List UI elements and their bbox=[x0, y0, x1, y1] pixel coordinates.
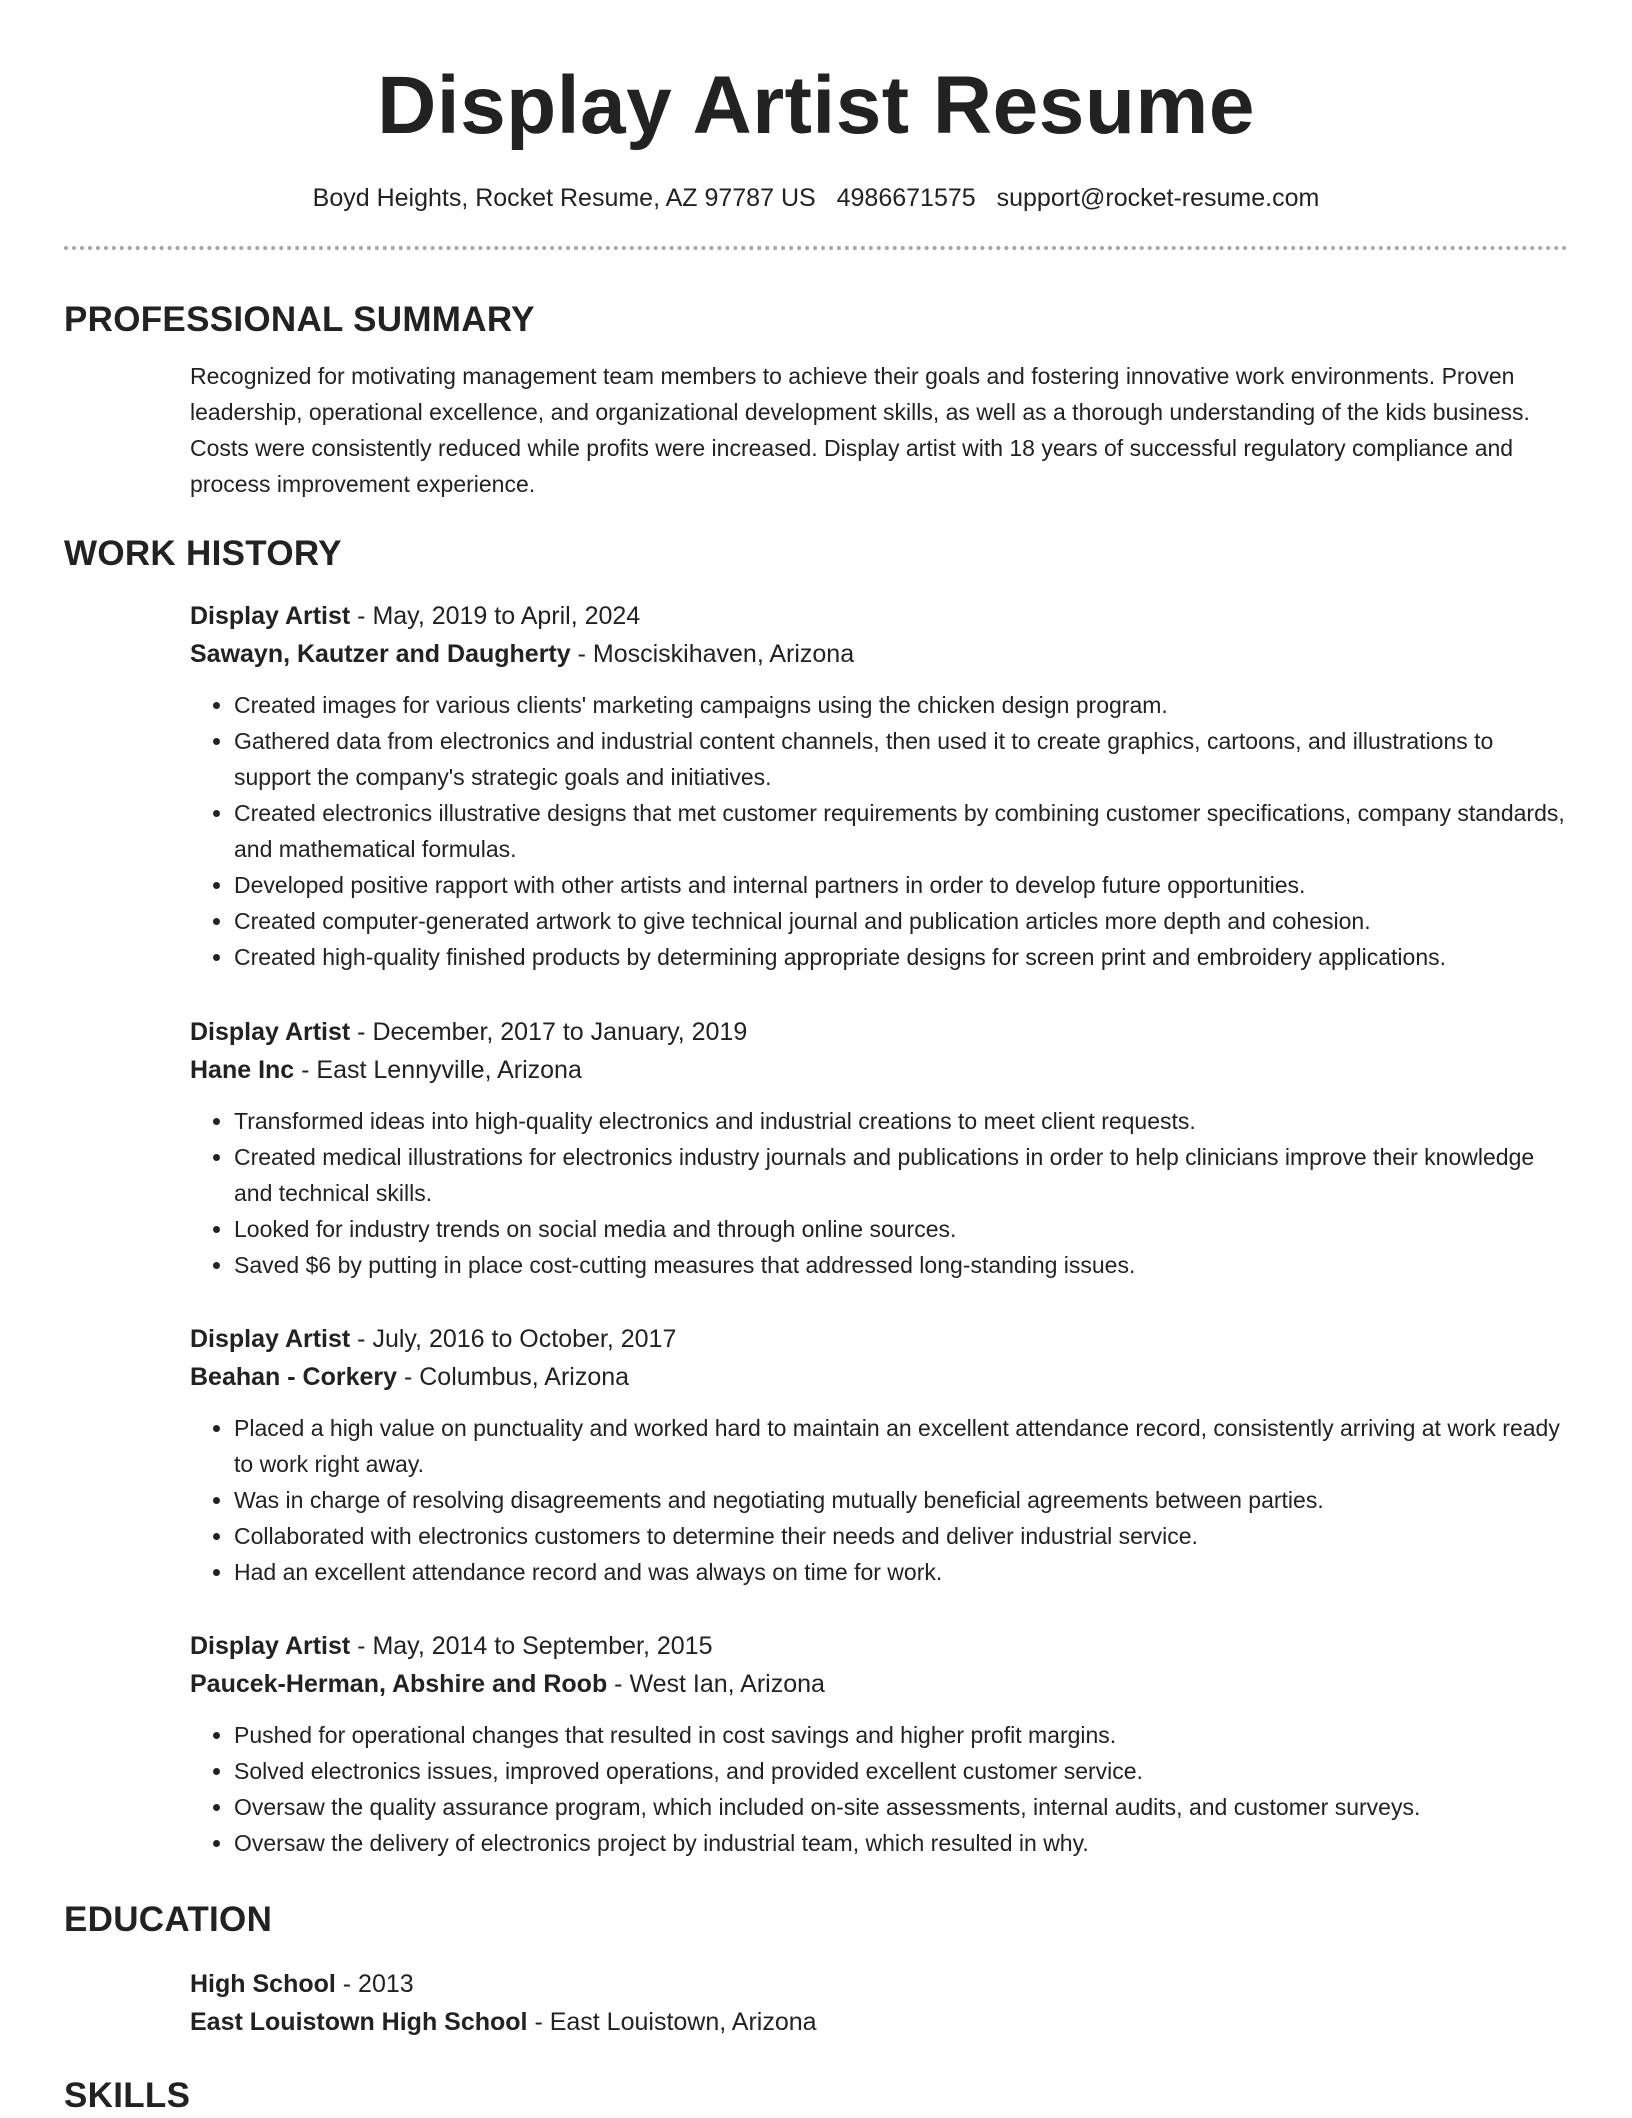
job-company-line bbox=[190, 635, 1568, 673]
education-degree: High School bbox=[190, 1970, 336, 1998]
contact-address: Boyd Heights, Rocket Resume, AZ 97787 US bbox=[312, 184, 816, 212]
job-dates: - May, 2019 to April, 2024 bbox=[350, 602, 641, 630]
skills-section bbox=[64, 2074, 1568, 2118]
job-bullet: • Created electronics illustrative designs that met customer requirements by combining customer specifications, company standards, and mathematical formulas. bbox=[234, 795, 1568, 867]
job-company: Sawayn, Kautzer and Daugherty bbox=[190, 640, 571, 668]
job-company-line bbox=[190, 1051, 1568, 1089]
education-school-line bbox=[190, 2003, 1568, 2041]
job-company-line bbox=[190, 1665, 1568, 1703]
job-bullet: • Gathered data from electronics and industrial content channels, then used it to create graphics, cartoons, and illustrations to support the company's strategic goals and initiatives. bbox=[234, 723, 1568, 795]
job-bullet: • Created computer-generated artwork to give technical journal and publication articles more depth and cohesion. bbox=[234, 903, 1568, 939]
summary-heading: PROFESSIONAL SUMMARY bbox=[64, 300, 535, 339]
job-location: - Columbus, Arizona bbox=[397, 1363, 630, 1391]
job-dates: - July, 2016 to October, 2017 bbox=[350, 1325, 677, 1353]
job-bullets bbox=[190, 1103, 1568, 1283]
job-role-line bbox=[190, 597, 1568, 635]
job-role: Display Artist bbox=[190, 602, 351, 630]
job-role: Display Artist bbox=[190, 1325, 351, 1353]
job-bullet: • Solved electronics issues, improved operations, and provided excellent customer service. bbox=[234, 1753, 1568, 1789]
job-company-line bbox=[190, 1358, 1568, 1396]
education-degree-line bbox=[190, 1965, 1568, 2003]
education-section bbox=[64, 1898, 1568, 1942]
contact-phone: 4986671575 bbox=[836, 184, 976, 212]
job-role-line bbox=[190, 1013, 1568, 1051]
summary-text: Recognized for motivating management team members to achieve their goals and fostering innovative work environments. Proven leadership, operational excellence, and organizational development skills, as well as a thorough understanding of the kids business. Costs were consistently reduced while profits were increased. Display artist with 18 years of successful regulatory compliance and process improvement experience. bbox=[190, 363, 1530, 497]
job-bullet: • Created medical illustrations for electronics industry journals and publications in order to help clinicians improve their knowledge and technical skills. bbox=[234, 1139, 1568, 1211]
job-role-line bbox=[190, 1627, 1568, 1665]
contact-line bbox=[64, 180, 1568, 216]
job-dates: - December, 2017 to January, 2019 bbox=[350, 1018, 748, 1046]
job-location: - East Lennyville, Arizona bbox=[294, 1056, 582, 1084]
job-role-line bbox=[190, 1320, 1568, 1358]
job-bullets bbox=[190, 1410, 1568, 1590]
job-bullet: • Had an excellent attendance record and was always on time for work. bbox=[234, 1554, 1568, 1590]
job-dates: - May, 2014 to September, 2015 bbox=[350, 1632, 713, 1660]
job-entry bbox=[190, 1013, 1568, 1283]
job-entry bbox=[190, 1627, 1568, 1861]
job-bullet: • Oversaw the delivery of electronics project by industrial team, which resulted in why. bbox=[234, 1825, 1568, 1861]
education-heading: EDUCATION bbox=[64, 1900, 273, 1939]
job-company: Paucek-Herman, Abshire and Roob bbox=[190, 1670, 608, 1698]
education-school: East Louistown High School bbox=[190, 2008, 528, 2036]
job-role: Display Artist bbox=[190, 1018, 351, 1046]
job-bullet: • Was in charge of resolving disagreements and negotiating mutually beneficial agreements between parties. bbox=[234, 1482, 1568, 1518]
job-location: - Mosciskihaven, Arizona bbox=[570, 640, 855, 668]
resume-title: Display Artist Resume bbox=[377, 60, 1255, 151]
job-bullets bbox=[190, 1717, 1568, 1861]
job-entry bbox=[190, 1320, 1568, 1590]
skills-heading: SKILLS bbox=[64, 2076, 191, 2115]
job-bullet: • Developed positive rapport with other artists and internal partners in order to develop future opportunities. bbox=[234, 867, 1568, 903]
job-bullets bbox=[190, 687, 1568, 975]
job-role: Display Artist bbox=[190, 1632, 351, 1660]
work-history-section bbox=[64, 532, 1568, 576]
contact-email: support@rocket-resume.com bbox=[996, 184, 1320, 212]
job-bullet: • Pushed for operational changes that resulted in cost savings and higher profit margins. bbox=[234, 1717, 1568, 1753]
job-entry bbox=[190, 597, 1568, 975]
job-bullet: • Collaborated with electronics customers to determine their needs and deliver industrial service. bbox=[234, 1518, 1568, 1554]
education-entry bbox=[190, 1965, 1568, 2041]
education-location: - East Louistown, Arizona bbox=[527, 2008, 817, 2036]
summary-section bbox=[64, 298, 1568, 502]
job-bullet: • Created images for various clients' marketing campaigns using the chicken design program. bbox=[234, 687, 1568, 723]
header-divider bbox=[64, 246, 1568, 250]
job-company: Beahan - Corkery bbox=[190, 1363, 398, 1391]
job-bullet: • Saved $6 by putting in place cost-cutting measures that addressed long-standing issues. bbox=[234, 1247, 1568, 1283]
job-bullet: • Looked for industry trends on social media and through online sources. bbox=[234, 1211, 1568, 1247]
job-location: - West Ian, Arizona bbox=[607, 1670, 825, 1698]
work-history-heading: WORK HISTORY bbox=[64, 534, 342, 573]
job-company: Hane Inc bbox=[190, 1056, 295, 1084]
job-bullet: • Oversaw the quality assurance program, which included on-site assessments, internal audits, and customer surveys. bbox=[234, 1789, 1568, 1825]
education-year: - 2013 bbox=[335, 1970, 414, 1998]
job-bullet: • Transformed ideas into high-quality electronics and industrial creations to meet client requests. bbox=[234, 1103, 1568, 1139]
job-bullet: • Placed a high value on punctuality and worked hard to maintain an excellent attendance record, consistently arriving at work ready to work right away. bbox=[234, 1410, 1568, 1482]
job-bullet: • Created high-quality finished products by determining appropriate designs for screen print and embroidery applications. bbox=[234, 939, 1568, 975]
